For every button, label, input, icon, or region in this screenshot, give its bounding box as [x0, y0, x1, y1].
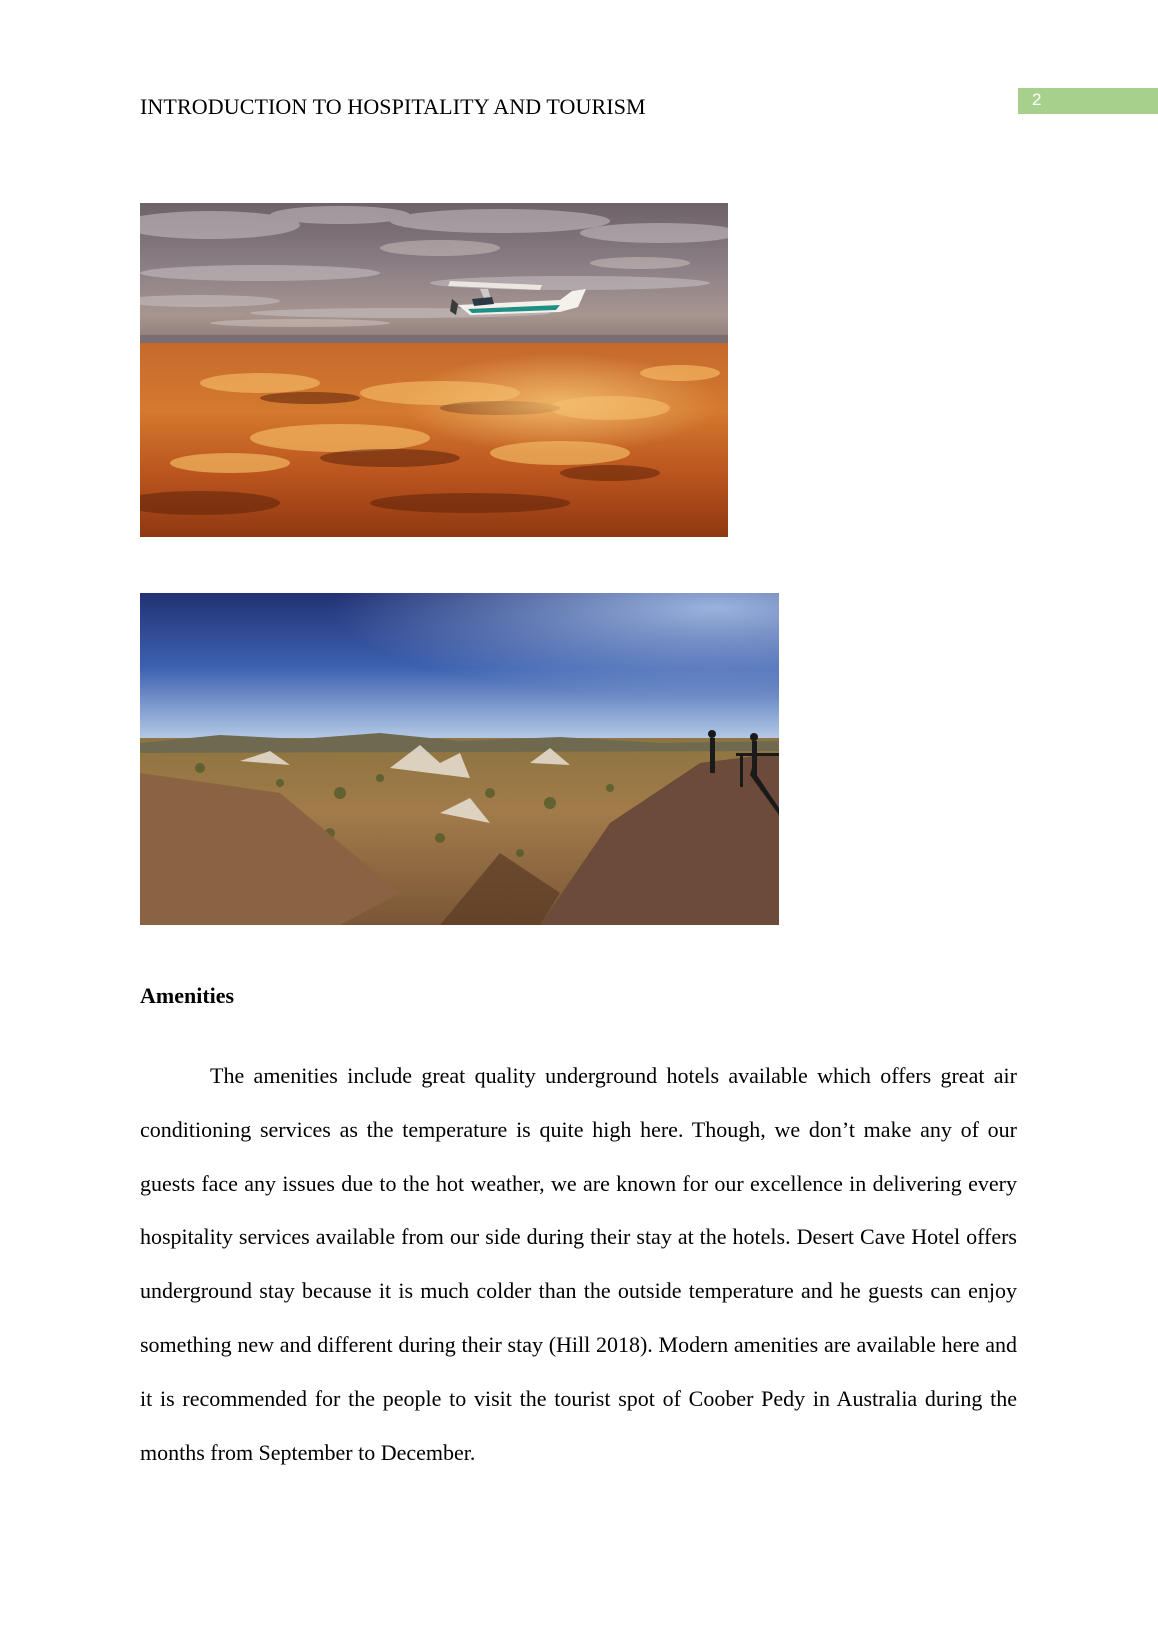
- desert-lookout-photo: [140, 593, 779, 925]
- running-header-title: INTRODUCTION TO HOSPITALITY AND TOURISM: [140, 94, 646, 119]
- section-heading: Amenities: [140, 983, 235, 1008]
- page-number: 2: [1032, 90, 1042, 109]
- desert-aircraft-photo: [140, 203, 728, 537]
- page-number-badge: [1018, 88, 1158, 114]
- body-paragraph: The amenities include great quality underground hotels available which offers great air conditioning services as the temperature is quite high here. Though, we don’t make any of our guests face any issues due to the hot weather, we are known for our excellence in delivering every hospitality services available from our side during their stay at the hotels. Desert Cave Hotel offers underground stay because it is much colder than the outside temperature and he guests can enjoy something new and different during their stay (Hill 2018). Modern amenities are available here and it is recommended for the people to visit the tourist spot of Coober Pedy in Australia during the months from September to December.: [140, 1063, 1017, 1465]
